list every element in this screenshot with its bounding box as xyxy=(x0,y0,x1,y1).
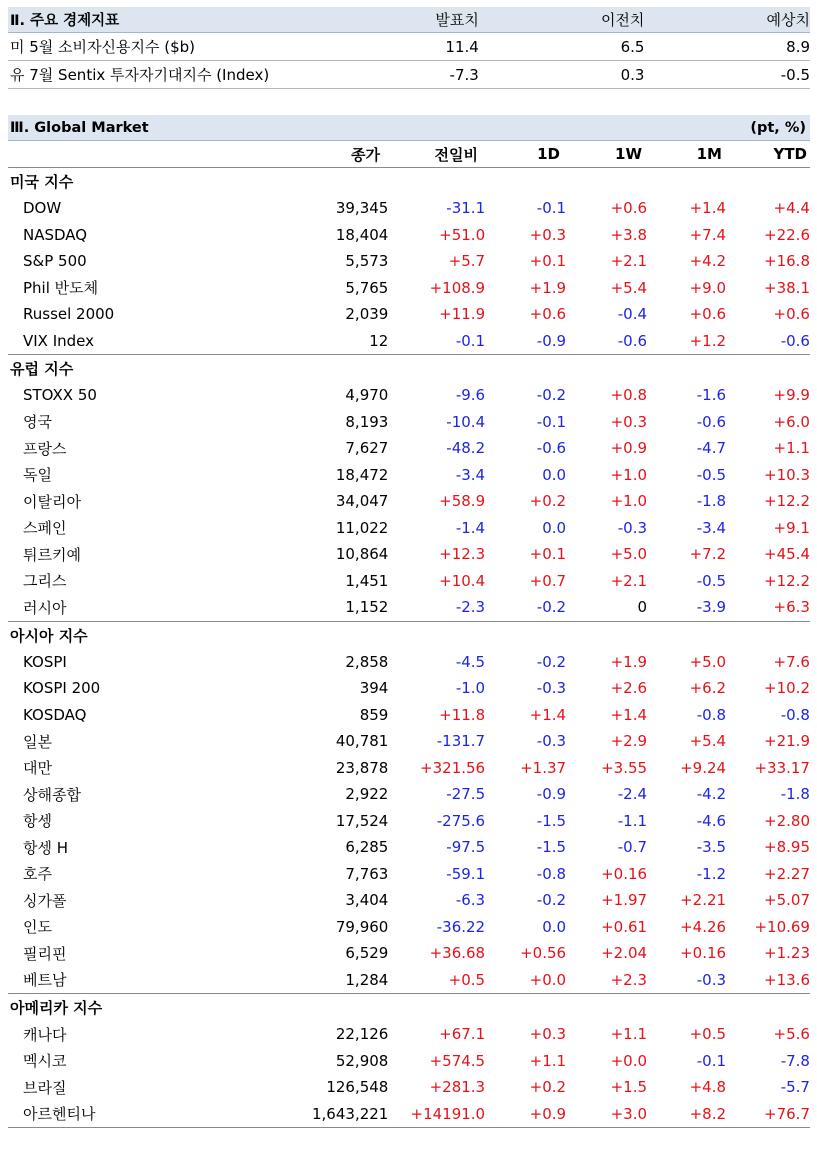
pct-1m: +4.2 xyxy=(689,252,727,271)
close-value: 11,022 xyxy=(335,518,389,537)
close-value: 18,404 xyxy=(335,225,389,244)
pct-1w: -1.1 xyxy=(617,811,648,830)
col-header-1d: 1D xyxy=(537,145,560,163)
economic-indicators-table xyxy=(8,7,810,89)
change-value: -2.3 xyxy=(455,598,486,617)
change-value: -9.6 xyxy=(455,386,486,405)
pct-1w: +3.8 xyxy=(610,225,648,244)
close-value: 1,451 xyxy=(345,571,389,590)
market-row xyxy=(8,649,810,676)
group-header: 유럽 지수 xyxy=(10,360,74,378)
pct-1m: -3.4 xyxy=(696,518,727,537)
index-name: KOSDAQ xyxy=(23,705,87,724)
market-row xyxy=(8,195,810,222)
change-value: +321.56 xyxy=(420,758,486,777)
pct-ytd: +2.80 xyxy=(764,811,810,830)
market-row xyxy=(8,382,810,409)
change-value: -10.4 xyxy=(446,412,486,431)
pct-ytd: +2.27 xyxy=(764,864,810,883)
change-value: -6.3 xyxy=(455,891,486,910)
index-name: 독일 xyxy=(23,466,52,485)
close-value: 7,763 xyxy=(345,864,389,883)
index-name: STOXX 50 xyxy=(23,386,97,405)
pct-1m: -3.5 xyxy=(696,838,727,857)
index-name: 멕시코 xyxy=(23,1052,67,1071)
pct-1w: +2.04 xyxy=(601,944,648,963)
pct-1d: +0.3 xyxy=(529,225,567,244)
market-row xyxy=(8,409,810,436)
pct-1d: +0.3 xyxy=(529,1025,567,1044)
pct-1d: +0.6 xyxy=(529,305,567,324)
index-name: KOSPI xyxy=(23,652,67,671)
pct-1m: -1.8 xyxy=(696,492,727,511)
col-header-close: 종가 xyxy=(351,145,380,164)
pct-1w: +2.1 xyxy=(610,252,648,271)
change-value: -0.1 xyxy=(455,331,486,350)
pct-1w: +3.0 xyxy=(610,1104,648,1123)
pct-1m: -1.6 xyxy=(696,386,727,405)
indicator-name: 유 7월 Sentix 투자자기대지수 (Index) xyxy=(10,66,270,84)
index-name: 튀르키예 xyxy=(23,545,81,564)
col-forecast: 예상치 xyxy=(766,11,811,29)
close-value: 2,858 xyxy=(345,652,389,671)
index-name: 캐나다 xyxy=(23,1025,67,1044)
market-row xyxy=(8,1074,810,1101)
index-name: 대만 xyxy=(23,759,52,778)
change-value: -3.4 xyxy=(455,465,486,484)
index-name: VIX Index xyxy=(23,331,95,350)
index-name: DOW xyxy=(23,199,62,218)
close-value: 40,781 xyxy=(335,732,389,751)
pct-1d: -1.5 xyxy=(536,811,567,830)
pct-1m: -0.8 xyxy=(696,705,727,724)
change-value: +0.5 xyxy=(448,970,486,989)
pct-1m: +8.2 xyxy=(689,1104,727,1123)
pct-1m: +4.8 xyxy=(689,1078,727,1097)
pct-1m: +7.2 xyxy=(689,545,727,564)
close-value: 52,908 xyxy=(335,1051,389,1070)
pct-1d: +1.4 xyxy=(529,705,567,724)
pct-1w: +1.5 xyxy=(610,1078,648,1097)
index-name: S&P 500 xyxy=(23,252,87,271)
change-value: -131.7 xyxy=(436,732,486,751)
close-value: 39,345 xyxy=(335,199,389,218)
pct-1d: -1.5 xyxy=(536,838,567,857)
close-value: 8,193 xyxy=(345,412,389,431)
index-name: 이탈리아 xyxy=(23,492,81,511)
pct-ytd: +76.7 xyxy=(764,1104,810,1123)
close-value: 2,922 xyxy=(345,785,389,804)
index-name: 영국 xyxy=(23,413,52,432)
pct-1w: +0.61 xyxy=(601,917,648,936)
market-row xyxy=(8,462,810,489)
close-value: 18,472 xyxy=(335,465,389,484)
pct-1w: -0.7 xyxy=(617,838,648,857)
pct-ytd: +10.69 xyxy=(754,917,810,936)
pct-1d: -0.2 xyxy=(536,598,567,617)
close-value: 859 xyxy=(359,705,389,724)
pct-ytd: +6.0 xyxy=(773,412,810,431)
pct-1m: -4.7 xyxy=(696,439,727,458)
pct-1w: +2.3 xyxy=(610,970,648,989)
pct-1d: -0.3 xyxy=(536,732,567,751)
pct-1w: +0.9 xyxy=(610,439,648,458)
pct-1d: +0.2 xyxy=(529,492,567,511)
change-value: -97.5 xyxy=(446,838,486,857)
pct-1m: +0.6 xyxy=(689,305,727,324)
pct-1w: 0 xyxy=(637,598,648,617)
indicator-name: 미 5월 소비자신용지수 ($b) xyxy=(10,38,196,56)
market-row xyxy=(8,887,810,914)
pct-1d: -0.6 xyxy=(536,439,567,458)
indicator-previous: 0.3 xyxy=(620,65,645,84)
market-row xyxy=(8,568,810,595)
pct-1w: +0.0 xyxy=(610,1051,648,1070)
indicator-previous: 6.5 xyxy=(620,37,645,56)
change-value: -31.1 xyxy=(446,199,486,218)
index-name: 베트남 xyxy=(23,971,67,990)
change-value: +67.1 xyxy=(439,1025,486,1044)
index-name: 아르헨티나 xyxy=(23,1105,96,1124)
pct-1m: +0.16 xyxy=(680,944,727,963)
unit-label: (pt, %) xyxy=(750,119,806,136)
pct-1m: -1.2 xyxy=(696,864,727,883)
market-row xyxy=(8,940,810,967)
pct-1m: +9.0 xyxy=(689,278,727,297)
pct-ytd: +22.6 xyxy=(764,225,810,244)
pct-ytd: +21.9 xyxy=(764,732,810,751)
pct-1w: +2.1 xyxy=(610,571,648,590)
pct-ytd: +12.2 xyxy=(764,571,810,590)
close-value: 2,039 xyxy=(345,305,389,324)
global-market-table xyxy=(8,115,810,1128)
col-header-1w: 1W xyxy=(615,145,642,163)
change-value: +11.8 xyxy=(439,705,486,724)
pct-1m: +9.24 xyxy=(680,758,727,777)
close-value: 6,529 xyxy=(345,944,389,963)
change-value: +14191.0 xyxy=(410,1104,486,1123)
pct-1w: +5.4 xyxy=(610,278,648,297)
pct-1w: +1.4 xyxy=(610,705,648,724)
index-name: 그리스 xyxy=(23,572,67,591)
pct-1m: -0.5 xyxy=(696,465,727,484)
indicator-row xyxy=(8,33,810,61)
index-name: 일본 xyxy=(23,732,52,751)
close-value: 5,765 xyxy=(345,278,389,297)
change-value: +51.0 xyxy=(439,225,486,244)
pct-ytd: -5.7 xyxy=(780,1078,810,1097)
pct-1w: -0.3 xyxy=(617,518,648,537)
close-value: 12 xyxy=(369,331,389,350)
close-value: 5,573 xyxy=(345,252,389,271)
pct-ytd: +1.23 xyxy=(764,944,810,963)
market-row xyxy=(8,702,810,729)
col-previous: 이전치 xyxy=(600,11,645,29)
market-row xyxy=(8,781,810,808)
change-value: -4.5 xyxy=(455,652,486,671)
pct-1m: -0.6 xyxy=(696,412,727,431)
pct-1m: +1.4 xyxy=(689,199,727,218)
pct-1d: -0.1 xyxy=(536,412,567,431)
pct-1m: -4.2 xyxy=(696,785,727,804)
pct-ytd: +5.6 xyxy=(773,1025,810,1044)
pct-1d: +0.1 xyxy=(529,252,567,271)
pct-1w: +0.3 xyxy=(610,412,648,431)
pct-1w: -0.4 xyxy=(617,305,648,324)
pct-ytd: +9.1 xyxy=(773,518,810,537)
index-name: 인도 xyxy=(23,918,52,937)
pct-ytd: -0.6 xyxy=(780,331,810,350)
change-value: -27.5 xyxy=(446,785,486,804)
pct-ytd: -7.8 xyxy=(780,1051,810,1070)
pct-1w: +5.0 xyxy=(610,545,648,564)
market-row xyxy=(8,275,810,302)
pct-1d: -0.2 xyxy=(536,386,567,405)
market-row xyxy=(8,435,810,462)
close-value: 34,047 xyxy=(335,492,389,511)
pct-ytd: +0.6 xyxy=(773,305,810,324)
change-value: +5.7 xyxy=(448,252,486,271)
pct-1w: +1.0 xyxy=(610,465,648,484)
pct-1w: +0.16 xyxy=(601,864,648,883)
change-value: -36.22 xyxy=(436,917,486,936)
market-row xyxy=(8,967,810,995)
pct-1d: 0.0 xyxy=(542,465,567,484)
pct-1w: +2.6 xyxy=(610,679,648,698)
indicator-row xyxy=(8,61,810,89)
pct-ytd: +13.6 xyxy=(764,970,810,989)
change-value: +281.3 xyxy=(429,1078,486,1097)
change-value: -59.1 xyxy=(446,864,486,883)
pct-1d: 0.0 xyxy=(542,917,567,936)
index-name: 프랑스 xyxy=(23,439,67,458)
pct-1w: +3.55 xyxy=(601,758,648,777)
group-header: 아시아 지수 xyxy=(10,626,88,645)
pct-1m: -0.1 xyxy=(696,1051,727,1070)
pct-1m: -0.3 xyxy=(696,970,727,989)
indicator-forecast: 8.9 xyxy=(786,37,811,56)
close-value: 10,864 xyxy=(335,545,389,564)
pct-1d: -0.9 xyxy=(536,785,567,804)
change-value: -1.4 xyxy=(455,518,486,537)
pct-1w: +0.6 xyxy=(610,199,648,218)
close-value: 4,970 xyxy=(345,386,389,405)
pct-1w: -2.4 xyxy=(617,785,648,804)
market-row xyxy=(8,728,810,755)
pct-1d: -0.3 xyxy=(536,679,567,698)
market-row xyxy=(8,914,810,941)
close-value: 23,878 xyxy=(335,758,389,777)
close-value: 22,126 xyxy=(335,1025,389,1044)
market-row xyxy=(8,328,810,356)
change-value: -48.2 xyxy=(446,439,486,458)
market-row xyxy=(8,1048,810,1075)
pct-1m: +4.26 xyxy=(680,917,727,936)
close-value: 7,627 xyxy=(345,439,389,458)
index-name: 항셍 xyxy=(23,812,52,831)
pct-1m: -0.5 xyxy=(696,571,727,590)
pct-1w: +1.0 xyxy=(610,492,648,511)
market-row xyxy=(8,488,810,515)
pct-ytd: +16.8 xyxy=(764,252,810,271)
close-value: 1,152 xyxy=(345,598,389,617)
global-market-header xyxy=(8,115,810,141)
close-value: 1,284 xyxy=(345,970,389,989)
market-row xyxy=(8,594,810,622)
index-name: 항셍 H xyxy=(23,838,69,857)
pct-1d: +1.9 xyxy=(529,278,567,297)
pct-1d: +0.7 xyxy=(529,571,567,590)
change-value: +108.9 xyxy=(429,278,486,297)
pct-1d: -0.9 xyxy=(536,331,567,350)
pct-ytd: +1.1 xyxy=(773,439,810,458)
pct-1m: +5.0 xyxy=(689,652,727,671)
index-name: 호주 xyxy=(23,865,52,884)
index-name: 스페인 xyxy=(23,519,67,538)
pct-ytd: +8.95 xyxy=(764,838,810,857)
pct-ytd: +7.6 xyxy=(773,652,810,671)
change-value: -275.6 xyxy=(436,811,486,830)
group-header: 미국 지수 xyxy=(10,173,74,191)
column-header-row xyxy=(8,141,810,168)
market-row xyxy=(8,861,810,888)
pct-ytd: +9.9 xyxy=(773,386,810,405)
pct-1d: +0.1 xyxy=(529,545,567,564)
indicator-actual: -7.3 xyxy=(449,65,479,84)
market-row xyxy=(8,541,810,568)
index-name: 상해종합 xyxy=(23,785,81,804)
indicator-actual: 11.4 xyxy=(445,37,479,56)
pct-1d: +0.2 xyxy=(529,1078,567,1097)
close-value: 6,285 xyxy=(345,838,389,857)
market-row xyxy=(8,301,810,328)
pct-ytd: +5.07 xyxy=(764,891,810,910)
change-value: +36.68 xyxy=(429,944,486,963)
pct-1d: +0.56 xyxy=(520,944,567,963)
pct-1w: +1.9 xyxy=(610,652,648,671)
pct-1m: +5.4 xyxy=(689,732,727,751)
pct-ytd: +10.3 xyxy=(764,465,810,484)
market-row xyxy=(8,515,810,542)
market-row xyxy=(8,834,810,861)
col-actual: 발표치 xyxy=(435,11,479,29)
market-groups xyxy=(8,168,810,1128)
close-value: 1,643,221 xyxy=(312,1104,389,1123)
market-row xyxy=(8,755,810,782)
close-value: 126,548 xyxy=(326,1078,389,1097)
close-value: 3,404 xyxy=(345,891,389,910)
pct-1m: -3.9 xyxy=(696,598,727,617)
market-row xyxy=(8,1021,810,1048)
index-name: Russel 2000 xyxy=(23,305,115,324)
close-value: 17,524 xyxy=(335,811,389,830)
pct-1w: +1.97 xyxy=(601,891,648,910)
pct-ytd: -1.8 xyxy=(780,785,810,804)
change-value: +11.9 xyxy=(439,305,486,324)
pct-1w: +1.1 xyxy=(610,1025,648,1044)
col-header-1m: 1M xyxy=(696,145,722,163)
pct-1m: +7.4 xyxy=(689,225,727,244)
pct-1m: +1.2 xyxy=(689,331,727,350)
close-value: 394 xyxy=(359,679,389,698)
index-name: NASDAQ xyxy=(23,225,88,244)
pct-ytd: +45.4 xyxy=(764,545,810,564)
index-name: 브라질 xyxy=(23,1078,67,1097)
pct-1w: +0.8 xyxy=(610,386,648,405)
pct-ytd: +6.3 xyxy=(773,598,810,617)
pct-1m: +0.5 xyxy=(689,1025,727,1044)
pct-1d: +0.9 xyxy=(529,1104,567,1123)
change-value: +10.4 xyxy=(439,571,486,590)
pct-1d: -0.1 xyxy=(536,199,567,218)
pct-ytd: +38.1 xyxy=(764,278,810,297)
index-name: 싱가폴 xyxy=(23,891,67,910)
indicators-header xyxy=(8,7,810,33)
pct-1d: 0.0 xyxy=(542,518,567,537)
pct-1d: +1.1 xyxy=(529,1051,567,1070)
pct-1d: -0.2 xyxy=(536,652,567,671)
close-value: 79,960 xyxy=(335,917,389,936)
change-value: +12.3 xyxy=(439,545,486,564)
pct-ytd: +10.2 xyxy=(764,679,810,698)
pct-1m: +2.21 xyxy=(680,891,727,910)
index-name: Phil 반도체 xyxy=(23,279,99,298)
col-header-change: 전일비 xyxy=(434,145,478,164)
group-header: 아메리카 지수 xyxy=(10,999,103,1017)
pct-1w: -0.6 xyxy=(617,331,648,350)
pct-1d: -0.2 xyxy=(536,891,567,910)
market-row xyxy=(8,248,810,275)
market-row xyxy=(8,675,810,702)
indicators-title: Ⅱ. 주요 경제지표 xyxy=(10,13,120,29)
index-name: 러시아 xyxy=(23,598,67,617)
pct-1m: -4.6 xyxy=(696,811,727,830)
pct-1m: +6.2 xyxy=(689,679,727,698)
col-header-ytd: YTD xyxy=(773,145,807,163)
change-value: +58.9 xyxy=(439,492,486,511)
pct-ytd: +33.17 xyxy=(754,758,810,777)
change-value: +574.5 xyxy=(429,1051,486,1070)
index-name: 필리핀 xyxy=(23,944,67,963)
indicator-forecast: -0.5 xyxy=(780,65,811,84)
market-row xyxy=(8,222,810,249)
pct-1d: +1.37 xyxy=(520,758,567,777)
pct-ytd: -0.8 xyxy=(780,705,810,724)
change-value: -1.0 xyxy=(455,679,486,698)
pct-1w: +2.9 xyxy=(610,732,648,751)
pct-1d: +0.0 xyxy=(529,970,567,989)
global-market-title: Ⅲ. Global Market xyxy=(10,119,149,136)
market-row xyxy=(8,1101,810,1129)
pct-ytd: +12.2 xyxy=(764,492,810,511)
pct-ytd: +4.4 xyxy=(773,199,810,218)
pct-1d: -0.8 xyxy=(536,864,567,883)
index-name: KOSPI 200 xyxy=(23,679,101,698)
market-row xyxy=(8,808,810,835)
